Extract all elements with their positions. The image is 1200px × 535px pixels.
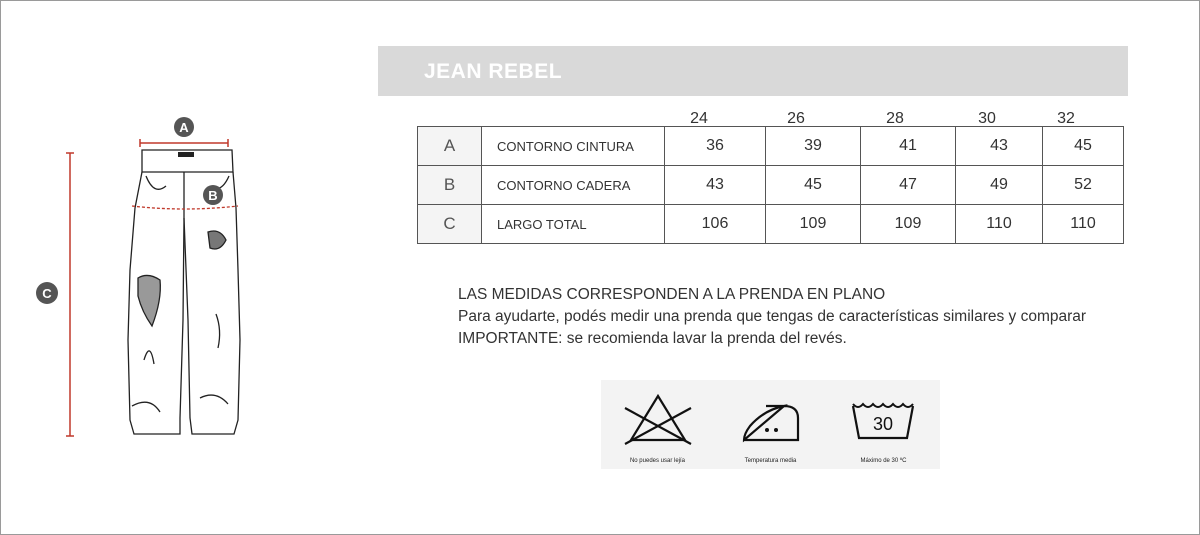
table-cell: 110 — [1043, 205, 1124, 244]
no-bleach-icon — [601, 380, 714, 458]
table-cell: 43 — [665, 166, 766, 205]
waist-measure-line — [140, 139, 228, 147]
title-band — [378, 46, 1128, 96]
table-cell: 45 — [1043, 127, 1124, 166]
marker-b — [203, 185, 223, 205]
care-item — [827, 380, 940, 469]
note-line: IMPORTANTE: se recomienda lavar la prenda del revés. — [458, 330, 847, 347]
table-cell: 49 — [956, 166, 1043, 205]
size-header: 26 — [787, 110, 805, 127]
table-cell: 39 — [766, 127, 861, 166]
table-cell: 106 — [665, 205, 766, 244]
note-line: Para ayudarte, podés medir una prenda que tengas de características similares y comparar — [458, 308, 1087, 325]
table-cell: 47 — [861, 166, 956, 205]
row-label: CONTORNO CINTURA — [482, 127, 665, 166]
size-header: 24 — [690, 110, 708, 127]
jeans-outline — [128, 150, 240, 434]
row-label: LARGO TOTAL — [482, 205, 665, 244]
care-caption: Máximo de 30 ºC — [860, 458, 907, 464]
product-title: JEAN REBEL — [424, 60, 563, 83]
jeans-diagram — [20, 100, 280, 460]
size-header: 32 — [1057, 110, 1075, 127]
table-row — [418, 205, 1124, 244]
row-key: C — [418, 205, 482, 244]
marker-a — [174, 117, 194, 137]
table-cell: 36 — [665, 127, 766, 166]
table-cell: 109 — [766, 205, 861, 244]
table-row — [418, 127, 1124, 166]
wash-30-icon — [827, 380, 940, 458]
table-cell: 52 — [1043, 166, 1124, 205]
care-item — [714, 380, 827, 469]
care-item — [601, 380, 714, 469]
care-notes — [458, 284, 1086, 350]
marker-b-label: B — [208, 188, 218, 203]
table-cell: 109 — [861, 205, 956, 244]
note-line: LAS MEDIDAS CORRESPONDEN A LA PRENDA EN PLANO — [458, 286, 886, 303]
brand-label-patch — [178, 152, 194, 157]
table-cell: 43 — [956, 127, 1043, 166]
size-header: 28 — [886, 110, 904, 127]
care-caption: No puedes usar lejía — [629, 458, 686, 464]
iron-medium-icon — [714, 380, 827, 458]
table-cell: 45 — [766, 166, 861, 205]
length-measure-line — [66, 153, 74, 436]
care-symbols — [601, 380, 940, 469]
care-caption: Temperatura media — [744, 458, 797, 464]
wash-temperature: 30 — [872, 414, 894, 434]
table-cell: 110 — [956, 205, 1043, 244]
row-label: CONTORNO CADERA — [482, 166, 665, 205]
size-table — [417, 126, 1124, 244]
row-key: B — [418, 166, 482, 205]
table-cell: 41 — [861, 127, 956, 166]
marker-c-label: C — [42, 286, 52, 301]
marker-a-label: A — [179, 120, 189, 135]
marker-c — [36, 282, 58, 304]
row-key: A — [418, 127, 482, 166]
size-header: 30 — [978, 110, 996, 127]
table-row — [418, 166, 1124, 205]
